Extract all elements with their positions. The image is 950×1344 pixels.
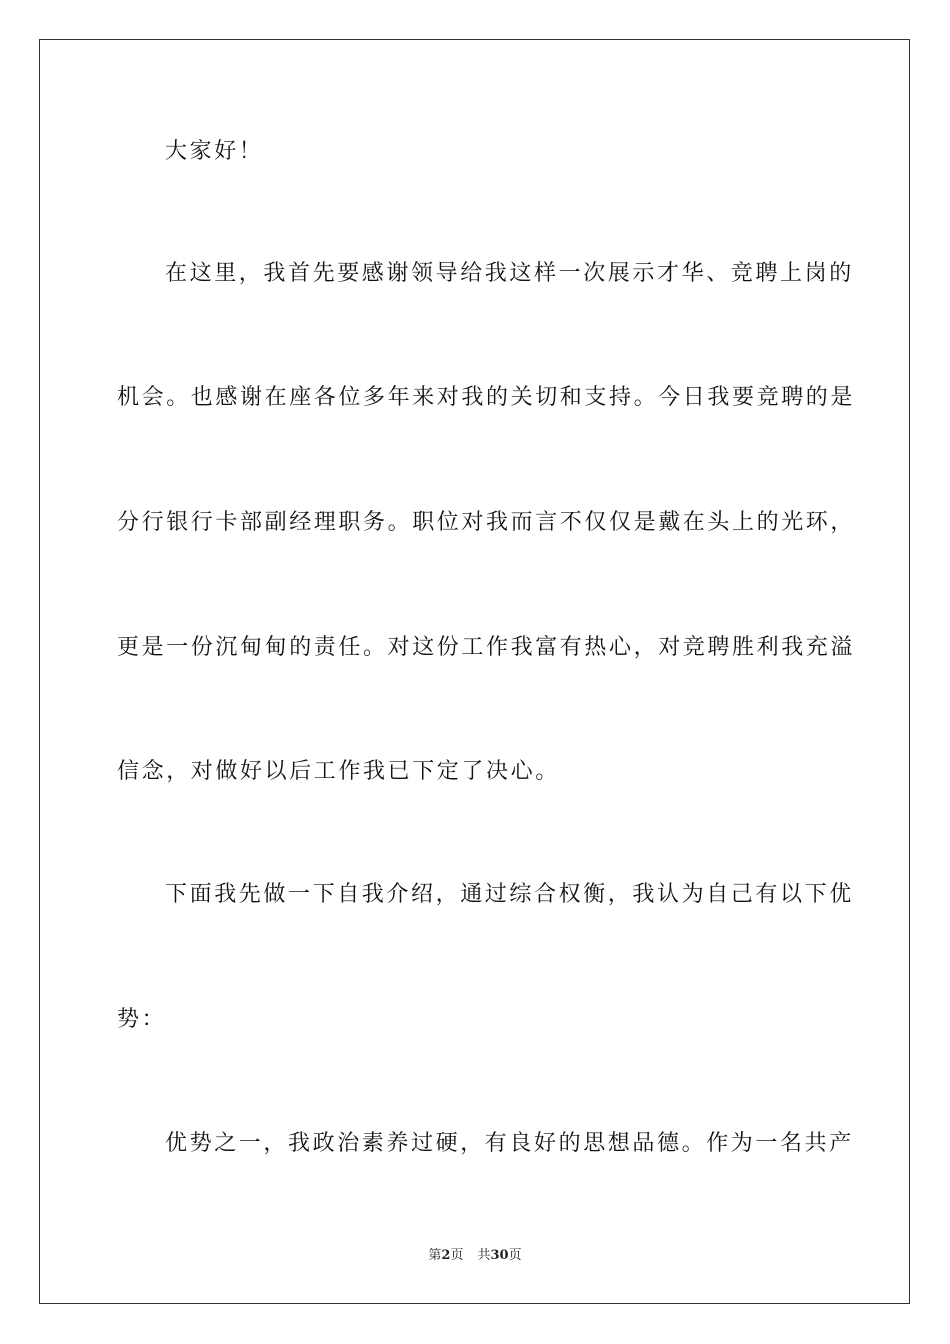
paragraph-1-line-2: 机会。也感谢在座各位多年来对我的关切和支持。今日我要竞聘的是 [117,385,856,410]
total-prefix: 共 [477,1248,491,1263]
paragraph-1-line-4: 更是一份沉甸甸的责任。对这份工作我富有热心，对竞聘胜利我充溢 [117,635,856,660]
page-number: 2 [441,1248,451,1263]
page-footer [0,1247,950,1265]
total-pages: 30 [490,1248,509,1263]
greeting-line: 大家好！ [165,139,264,164]
paragraph-1-line-1: 在这里，我首先要感谢领导给我这样一次展示才华、竞聘上岗的 [165,261,854,286]
paragraph-1-line-3: 分行银行卡部副经理职务。职位对我而言不仅仅是戴在头上的光环， [117,510,856,535]
page-border [39,39,910,1304]
paragraph-2-line-1: 下面我先做一下自我介绍，通过综合权衡，我认为自己有以下优 [165,882,854,907]
paragraph-3-line-1: 优势之一，我政治素养过硬，有良好的思想品德。作为一名共产 [165,1131,854,1156]
paragraph-1-line-5: 信念，对做好以后工作我已下定了决心。 [117,759,560,784]
paragraph-2-line-2: 势： [117,1007,167,1032]
total-suffix: 页 [508,1248,522,1263]
page-prefix: 第 [428,1248,442,1263]
page-suffix: 页 [450,1248,464,1263]
